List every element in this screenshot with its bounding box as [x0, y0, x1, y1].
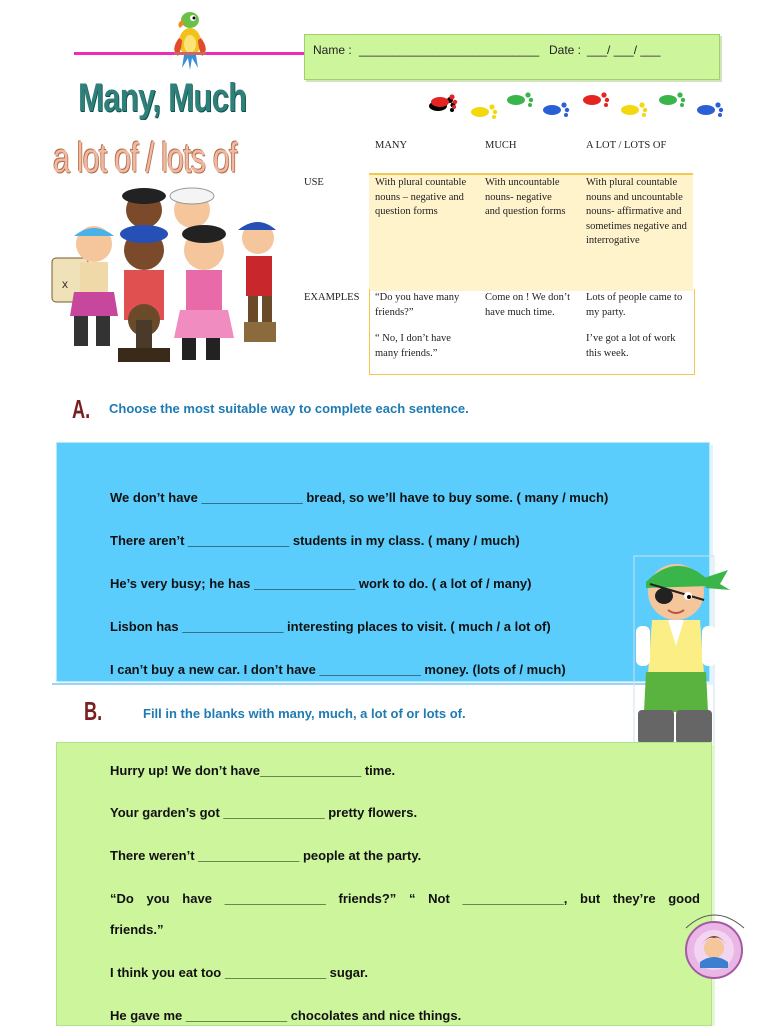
footprints-icon — [428, 92, 732, 120]
col-header-much: MUCH — [485, 140, 517, 151]
use-a-lot-of-cell: With plural countable nouns and uncountable nouns- affirmative and sometimes negative and interrogative — [586, 177, 687, 247]
a-sentence-5: I can’t buy a new car. I don’t have ______________ money. (lots of / much) — [110, 662, 566, 677]
use-many-cell: With plural countable nouns – negative and question forms — [375, 177, 467, 218]
name-date-box — [304, 34, 720, 80]
section-b-exercise-box — [56, 742, 712, 1026]
b-sentence-3: There weren’t ______________ people at the party. — [110, 848, 422, 863]
b-sentence-5: I think you eat too ______________ sugar. — [110, 965, 368, 980]
section-a-letter: A. — [72, 394, 91, 424]
section-a-exercise-box — [56, 442, 710, 682]
section-a-instruction: Choose the most suitable way to complete each sentence. — [109, 401, 469, 416]
example-many-cell: “Do you have many friends?” — [375, 292, 460, 318]
decorative-divider — [52, 683, 686, 685]
name-label: Name : — [313, 43, 352, 57]
parrot-icon — [168, 8, 212, 78]
example-much-cell: Come on ! We don’t have much time. — [485, 292, 571, 318]
example-a-lot-of-cell-2: I’ve got a lot of work this week. — [586, 333, 676, 359]
section-b-instruction: Fill in the blanks with many, much, a lot of or lots of. — [143, 706, 466, 721]
b-sentence-2: Your garden’s got ______________ pretty flowers. — [110, 805, 418, 820]
use-much-cell: With uncountable nouns- negative and question forms — [485, 177, 566, 218]
page-title: Many, Much — [78, 76, 247, 120]
row-label-examples: EXAMPLES — [304, 292, 360, 303]
a-sentence-4: Lisbon has ______________ interesting places to visit. ( much / a lot of) — [110, 619, 551, 634]
a-sentence-2: There aren’t ______________ students in my class. ( many / much) — [110, 533, 520, 548]
b-sentence-1: Hurry up! We don’t have______________ time. — [110, 763, 396, 778]
a-sentence-1: We don’t have ______________ bread, so we’ll have to buy some. ( many / much) — [110, 490, 609, 505]
svg-text:x: x — [62, 277, 68, 291]
example-a-lot-of-cell: Lots of people came to my party. — [586, 292, 683, 318]
date-label: Date : — [549, 43, 582, 57]
col-header-a-lot-of: A LOT / LOTS OF — [586, 140, 667, 151]
name-field[interactable]: ___________________________ — [359, 43, 540, 57]
pirate-boy-illustration — [634, 556, 734, 752]
pirate-kids-illustration — [52, 188, 282, 368]
section-b-letter: B. — [84, 696, 103, 726]
row-label-use: USE — [304, 177, 324, 188]
b-sentence-6: He gave me ______________ chocolates and nice things. — [110, 1008, 462, 1023]
a-sentence-3: He’s very busy; he has ______________ work to do. ( a lot of / many) — [110, 576, 532, 591]
col-header-many: MANY — [375, 140, 408, 151]
b-sentence-4-continued: friends.” — [110, 922, 164, 937]
page-subtitle: a lot of / lots of — [53, 134, 237, 181]
date-field[interactable]: ___/ ___/ ___ — [587, 43, 661, 57]
artist-stamp-logo — [676, 906, 752, 982]
example-many-cell-2: “ No, I don’t have many friends.” — [375, 333, 451, 359]
b-sentence-4: “Do you have ______________ friends?” “ Not ______________, but they’re good — [110, 891, 700, 906]
